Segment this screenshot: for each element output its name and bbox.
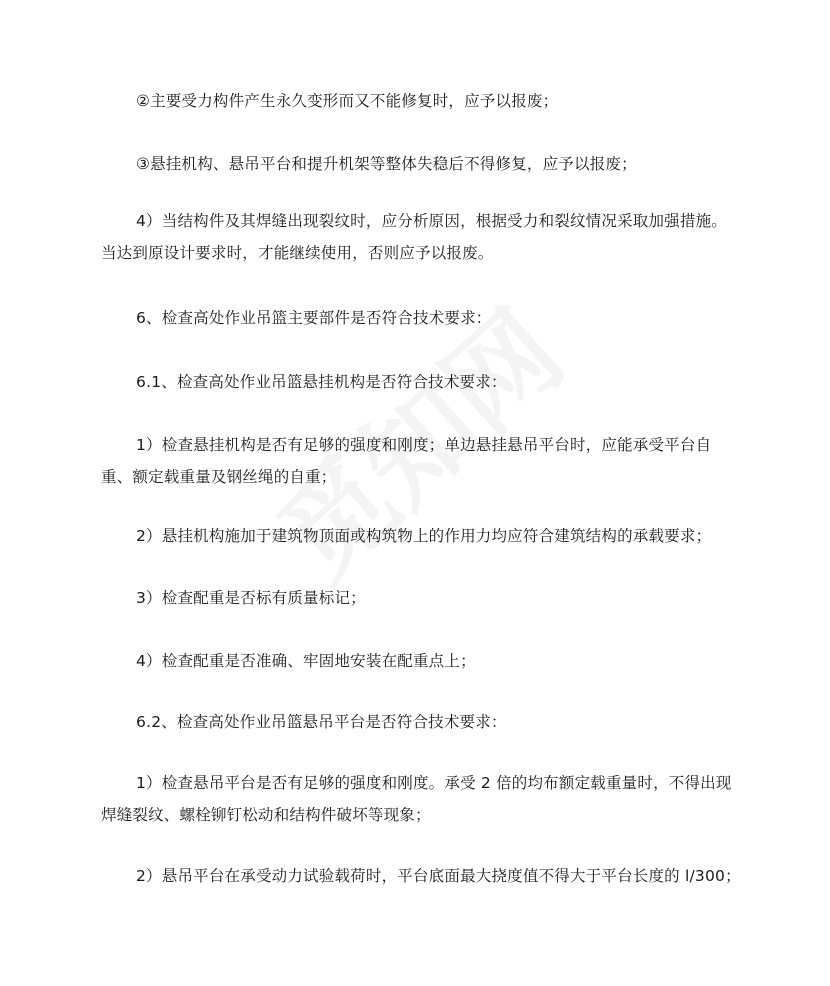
paragraph-counterweight-mark: 3）检查配重是否标有质量标记； — [136, 589, 366, 607]
paragraph-weld-cracks: 4）当结构件及其焊缝出现裂纹时，应分析原因，根据受力和裂纹情况采取加强措施。当达到原设计要求时，才能继续使用，否则应予以报废。 — [101, 212, 727, 262]
paragraph-counterweight-install: 4）检查配重是否准确、牢固地安装在配重点上； — [136, 652, 476, 670]
paragraph-suspension-load: 2）悬挂机构施加于建筑物顶面或构筑物上的作用力均应符合建筑结构的承载要求； — [136, 527, 712, 545]
paragraph-platform-deflection: 2）悬吊平台在承受动力试验载荷时，平台底面最大挠度值不得大于平台长度的 l/300； — [136, 867, 741, 885]
paragraph-suspension-strength: 1）检查悬挂机构是否有足够的强度和刚度；单边悬挂悬吊平台时，应能承受平台自重、额定载重量及钢丝绳的自重； — [101, 436, 712, 486]
paragraph-scrap-instability: ③悬挂机构、悬吊平台和提升机架等整体失稳后不得修复，应予以报废； — [136, 155, 637, 173]
heading-section-6-2: 6.2、检查高处作业吊篮悬吊平台是否符合技术要求： — [136, 713, 507, 731]
paragraph-scrap-permanent-deformation: ②主要受力构件产生永久变形而又不能修复时，应予以报废； — [136, 92, 559, 110]
paragraph-platform-strength: 1）检查悬吊平台是否有足够的强度和刚度。承受 2 倍的均布额定载重量时，不得出现焊缝裂纹、螺栓铆钉松动和结构件破坏等现象； — [101, 774, 732, 824]
heading-section-6: 6、检查高处作业吊篮主要部件是否符合技术要求： — [136, 309, 492, 327]
heading-section-6-1: 6.1、检查高处作业吊篮悬挂机构是否符合技术要求： — [136, 373, 507, 391]
